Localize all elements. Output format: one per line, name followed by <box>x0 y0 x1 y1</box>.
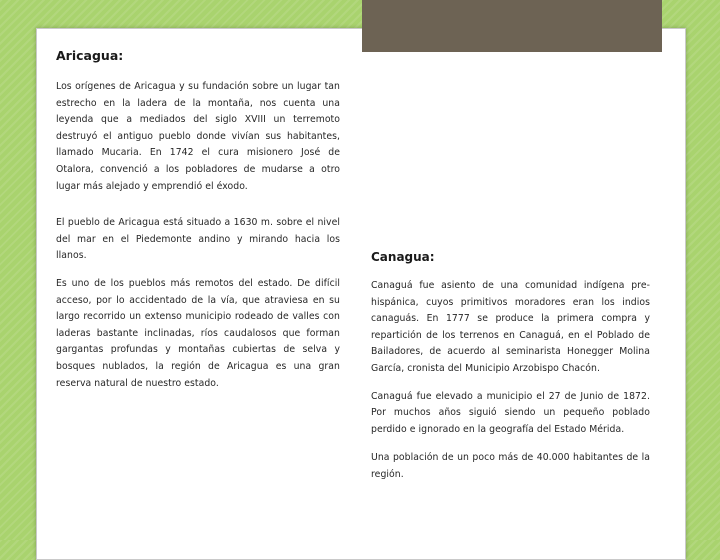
canagua-section <box>371 250 650 484</box>
aricagua-section <box>56 48 340 392</box>
canagua-paragraph-municipality: Canaguá fue elevado a municipio el 27 de Junio de 1872. Por muchos años siguió siendo un pequeño poblado perdido e ignorado en la geografía del Estado Mérida. <box>371 390 650 435</box>
aricagua-paragraph-remote: Es uno de los pueblos más remotos del estado. De difícil acceso, por lo accidentado de la vía, que atraviesa en su largo recorrido un extenso municipio rodeado de valles con laderas bastante inclinadas, ríos caudalosos que forman gargantas profundas y montañas cubiertas de selva y bosques nublados, la región de Aricagua es una gran reserva natural de nuestro estado. <box>56 277 340 389</box>
canagua-heading: Canagua: <box>371 250 435 264</box>
canagua-paragraph-history: Canaguá fue asiento de una comunidad indígena pre-hispánica, cuyos primitivos moradores eran los indios canaguás. En 1777 se produce la primera compra y repartición de los terrenos en Canaguá, en el Poblado de Bailadores, de acuerdo al seminarista Honegger Molina García, cronista del Municipio Arzobispo Chacón. <box>371 280 650 374</box>
image-placeholder <box>362 0 662 52</box>
aricagua-paragraph-origins: Los orígenes de Aricagua y su fundación sobre un lugar tan estrecho en la ladera de la montaña, nos cuenta una leyenda que a mediados del siglo XVIII un terremoto destruyó el antiguo pueblo donde vivían sus habitantes, llamado Mucaria. En 1742 el cura misionero José de Otalora, convenció a los pobladores de mudarse a otro lugar más alejado y emprendió el éxodo. <box>56 81 340 192</box>
aricagua-heading: Aricagua: <box>56 48 124 63</box>
canagua-paragraph-population: Una población de un poco más de 40.000 habitantes de la región. <box>371 452 650 480</box>
aricagua-paragraph-location: El pueblo de Aricagua está situado a 1630 m. sobre el nivel del mar en el Piedemonte andino y mirando hacia los llanos. <box>56 217 340 262</box>
